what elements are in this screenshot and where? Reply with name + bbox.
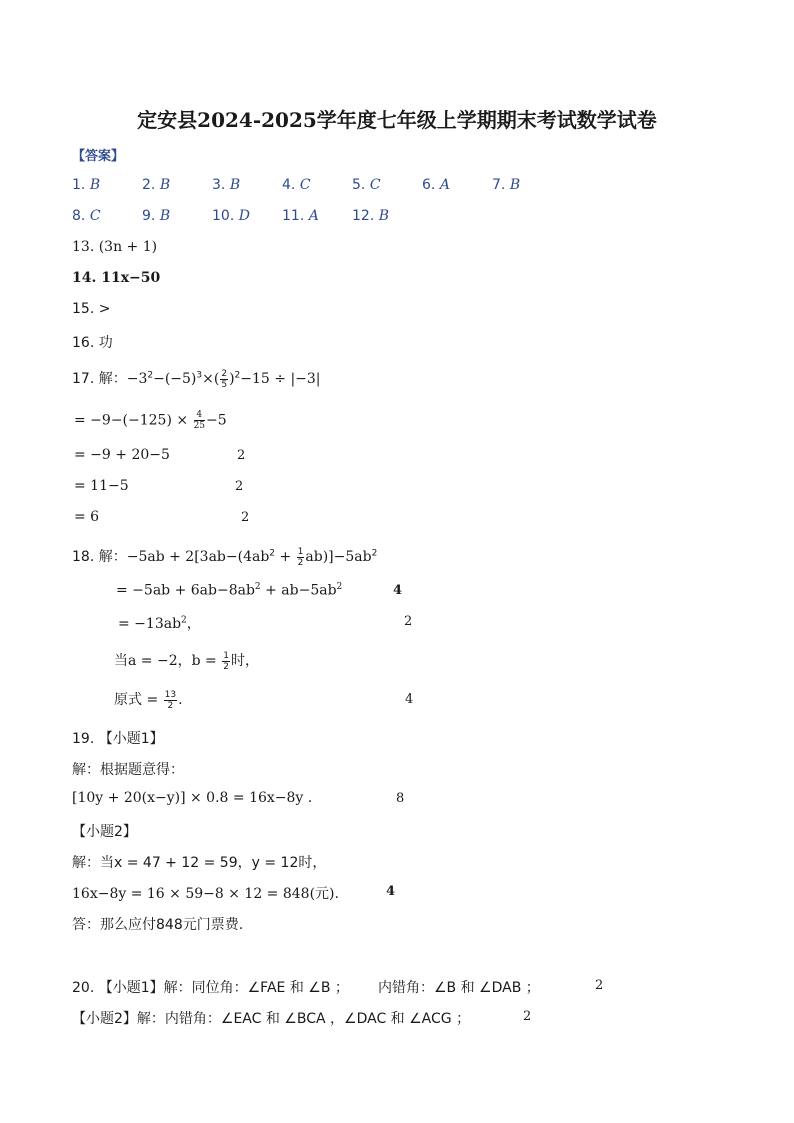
- score-mark: 2: [523, 1009, 532, 1024]
- q20-line-2: 【小题2】解：内错角：∠EAC 和 ∠BCA ，∠DAC 和 ∠ACG ；: [72, 1011, 471, 1027]
- score-mark: 4: [386, 884, 396, 899]
- q17-line-5: = 6: [74, 509, 100, 525]
- score-mark: 2: [404, 614, 413, 629]
- q18-line-3: = $-13ab^2$，: [118, 615, 201, 632]
- mc-item: 7. B: [492, 177, 521, 193]
- mc-item: 6. A: [422, 177, 450, 193]
- q19-line-6: 16x−8y = 16 × 59−8 × 12 = 848(元).: [72, 886, 339, 902]
- score-mark: 2: [595, 978, 604, 993]
- mc-item: 9. B: [142, 208, 171, 224]
- score-mark: 8: [396, 791, 405, 806]
- score-mark: 2: [237, 448, 246, 463]
- mc-item: 3. B: [212, 177, 241, 193]
- answer-tag: 【答案】: [72, 149, 125, 164]
- q19-line-7: 答：那么应付848元门票费.: [72, 917, 244, 933]
- mc-item: 4. C: [282, 177, 311, 193]
- mc-item: 12. B: [352, 208, 390, 224]
- fraction: $\frac{1}{2}$: [223, 650, 229, 672]
- q19-line-2: 解：根据题意得：: [72, 762, 184, 778]
- mc-item: 10. D: [212, 208, 250, 224]
- fraction: $\frac{2}{5}$: [221, 368, 228, 390]
- q17-line-1: 17. 解：$-3^2-(-5)^3\times$( $\frac{2}{5}$ )$^2$−15 ÷ |−3|: [72, 368, 321, 390]
- fraction: $\frac{1}{2}$: [297, 546, 304, 568]
- answer-16: 16. 功: [72, 335, 113, 351]
- q17-line-3: = −9 + 20−5: [74, 447, 170, 463]
- q20-line-1a: 20. 【小题1】解：同位角：∠FAE 和 ∠B ；: [72, 980, 349, 996]
- q18-line-4: 当a = −2，b = $\frac{1}{2}$ 时，: [114, 650, 259, 672]
- score-mark: 4: [393, 583, 403, 598]
- fraction: $\frac{13}{2}$: [164, 689, 177, 711]
- answer-14: 14. 11x−50: [72, 270, 161, 286]
- fraction: $\frac{4}{25}$: [193, 410, 206, 431]
- mc-item: 8. C: [72, 208, 101, 224]
- score-mark: 2: [235, 479, 244, 494]
- q19-line-3: [10y + 20(x−y)] × 0.8 = 16x−8y .: [72, 790, 313, 806]
- mc-item: 11. A: [282, 208, 319, 224]
- q20-line-1b: 内错角：∠B 和 ∠DAB ；: [378, 980, 540, 996]
- q17-line-4: = 11−5: [74, 478, 129, 494]
- q18-line-1: 18. 解：$-5ab + 2[3ab-(4ab^2$ + $\frac{1}{2}$ $ab)]-5ab^2$: [72, 546, 378, 568]
- q18-line-2: = $-5ab + 6ab-8ab^2 + ab-5ab^2$: [116, 582, 343, 599]
- score-mark: 4: [405, 692, 414, 707]
- score-mark: 2: [241, 510, 250, 525]
- answer-13: 13. (3n + 1): [72, 239, 158, 255]
- q18-line-5: 原式 = $\frac{13}{2}$ .: [114, 689, 183, 711]
- answer-15: 15. >: [72, 301, 111, 317]
- q19-line-5: 解：当x = 47 + 12 = 59，y = 12时，: [72, 855, 327, 871]
- mc-item: 5. C: [352, 177, 381, 193]
- page-title: 定安县2024-2025学年度七年级上学期期末考试数学试卷: [137, 108, 657, 132]
- mc-item: 1. B: [72, 177, 101, 193]
- mc-item: 2. B: [142, 177, 171, 193]
- q19-sub1: 19. 【小题1】: [72, 731, 164, 747]
- q19-sub2: 【小题2】: [72, 824, 137, 840]
- q17-line-2: = −9−(−125) × $\frac{4}{25}$ −5: [74, 410, 227, 431]
